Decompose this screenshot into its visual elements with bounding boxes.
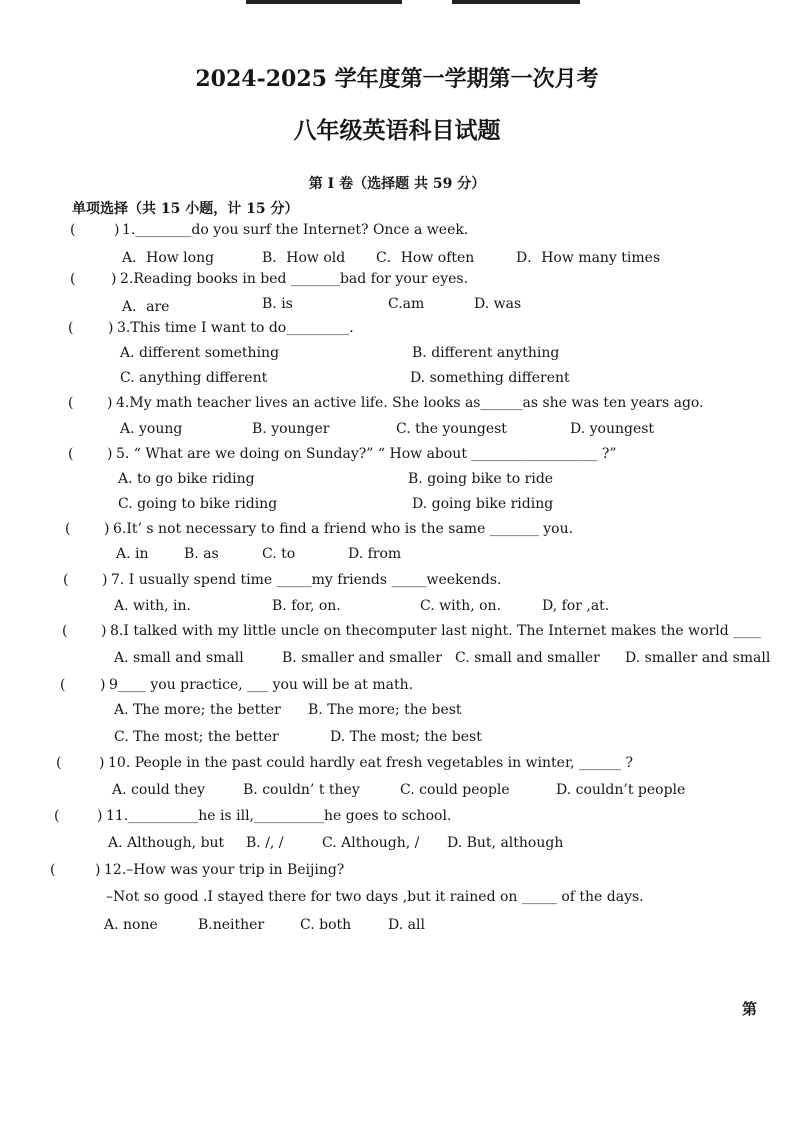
option-b: B. smaller and smaller: [282, 650, 442, 666]
exam-title: 2024-2025 学年度第一学期第一次月考: [195, 66, 599, 92]
option-d: D. was: [474, 296, 522, 312]
option-d: D, for ,at.: [542, 598, 610, 614]
question-stem: 11.__________he is ill,__________he goes to school.: [106, 808, 452, 824]
option-b: B. as: [184, 546, 219, 562]
option-d: D. something different: [410, 370, 570, 386]
instruction: 单项选择（共 15 小题，计 15 分）: [72, 201, 299, 217]
option-b: B. different anything: [412, 345, 560, 361]
answer-bracket-open[interactable]: (: [65, 521, 71, 537]
option-b: B.neither: [198, 917, 265, 933]
option-c: C. going to bike riding: [118, 496, 278, 512]
option-b: B. The more; the best: [308, 702, 462, 718]
option-c: C.am: [388, 296, 425, 312]
answer-bracket-close: ): [99, 755, 105, 771]
answer-bracket-open[interactable]: (: [70, 271, 76, 287]
page-mark: 第: [742, 1000, 758, 1018]
option-a: A．How long: [122, 250, 215, 266]
question-stem: 5. “ What are we doing on Sunday?” “ How about __________________ ?”: [116, 446, 617, 462]
option-c: C. with, on.: [420, 598, 502, 614]
question-stem: 12.–How was your trip in Beijing?: [104, 862, 345, 878]
option-d: D. all: [388, 917, 425, 933]
option-a: A. young: [120, 421, 183, 437]
option-a: A. in: [116, 546, 149, 562]
option-d: D. The most; the best: [330, 729, 482, 745]
answer-bracket-close: ): [107, 446, 113, 462]
answer-bracket-close: ): [114, 222, 120, 238]
option-a: A. small and small: [114, 650, 244, 666]
question-stem: 7. I usually spend time _____my friends _____weekends.: [111, 572, 502, 588]
exam-subtitle: 八年级英语科目试题: [293, 117, 501, 144]
option-c: C. Although, /: [322, 835, 420, 851]
option-c: C. The most; the better: [114, 729, 279, 745]
option-d: D. going bike riding: [412, 496, 554, 512]
option-c: C. both: [300, 917, 352, 933]
header-rule-right: [452, 0, 580, 4]
answer-bracket-open[interactable]: (: [54, 808, 60, 824]
option-a: A. with, in.: [114, 598, 191, 614]
question-stem-continued: –Not so good .I stayed there for two days ,but it rained on _____ of the days.: [106, 889, 644, 905]
answer-bracket-close: ): [97, 808, 103, 824]
option-d: D. But, although: [447, 835, 564, 851]
option-c: C. the youngest: [396, 421, 507, 437]
option-a: A. could they: [112, 782, 206, 798]
question-stem: 3.This time I want to do_________.: [117, 320, 354, 336]
answer-bracket-close: ): [107, 395, 113, 411]
option-d: D．How many times: [516, 250, 661, 266]
option-d: D. youngest: [570, 421, 655, 437]
option-d: D. couldn’t people: [556, 782, 686, 798]
answer-bracket-open[interactable]: (: [68, 446, 74, 462]
question-stem: 8.I talked with my little uncle on thecomputer last night. The Internet makes the world ____: [110, 623, 762, 639]
option-c: C. small and smaller: [455, 650, 600, 666]
option-c: C. to: [262, 546, 296, 562]
answer-bracket-open[interactable]: (: [60, 677, 66, 693]
answer-bracket-close: ): [102, 572, 108, 588]
question-stem: 4.My math teacher lives an active life. She looks as______as she was ten years ago.: [116, 395, 704, 411]
option-a: A. The more; the better: [114, 702, 281, 718]
answer-bracket-close: ): [95, 862, 101, 878]
option-b: B. younger: [252, 421, 330, 437]
option-b: B. /, /: [246, 835, 284, 851]
answer-bracket-open[interactable]: (: [56, 755, 62, 771]
option-c: C. anything different: [120, 370, 268, 386]
option-b: B. couldn’ t they: [243, 782, 360, 798]
option-a: A. Although, but: [108, 835, 225, 851]
section-heading: 第 I 卷（选择题 共 59 分）: [308, 176, 486, 192]
header-rule-left: [246, 0, 402, 4]
option-b: B. for, on.: [272, 598, 341, 614]
option-b: B．How old: [262, 250, 346, 266]
answer-bracket-close: ): [101, 623, 107, 639]
option-d: D. smaller and small: [625, 650, 771, 666]
option-c: C. could people: [400, 782, 510, 798]
option-b: B. going bike to ride: [408, 471, 554, 487]
answer-bracket-close: ): [104, 521, 110, 537]
answer-bracket-open[interactable]: (: [63, 572, 69, 588]
question-stem: 9____ you practice, ___ you will be at math.: [109, 677, 414, 693]
option-b: B. is: [262, 296, 293, 312]
answer-bracket-close: ): [108, 320, 114, 336]
option-a: A. to go bike riding: [118, 471, 255, 487]
option-a: A. different something: [120, 345, 280, 361]
question-stem: 10. People in the past could hardly eat fresh vegetables in winter, ______ ?: [108, 755, 633, 771]
question-stem: 1.________do you surf the Internet? Once a week.: [122, 222, 469, 238]
question-stem: 6.It’ s not necessary to find a friend who is the same _______ you.: [113, 521, 574, 537]
answer-bracket-open[interactable]: (: [68, 320, 74, 336]
option-c: C．How often: [376, 250, 475, 266]
answer-bracket-close: ): [111, 271, 117, 287]
answer-bracket-open[interactable]: (: [62, 623, 68, 639]
question-stem: 2.Reading books in bed _______bad for your eyes.: [120, 271, 469, 287]
answer-bracket-close: ): [100, 677, 106, 693]
option-a: A. none: [104, 917, 158, 933]
option-d: D. from: [348, 546, 402, 562]
answer-bracket-open[interactable]: (: [50, 862, 56, 878]
answer-bracket-open[interactable]: (: [68, 395, 74, 411]
answer-bracket-open[interactable]: (: [70, 222, 76, 238]
option-a: A．are: [122, 299, 170, 315]
